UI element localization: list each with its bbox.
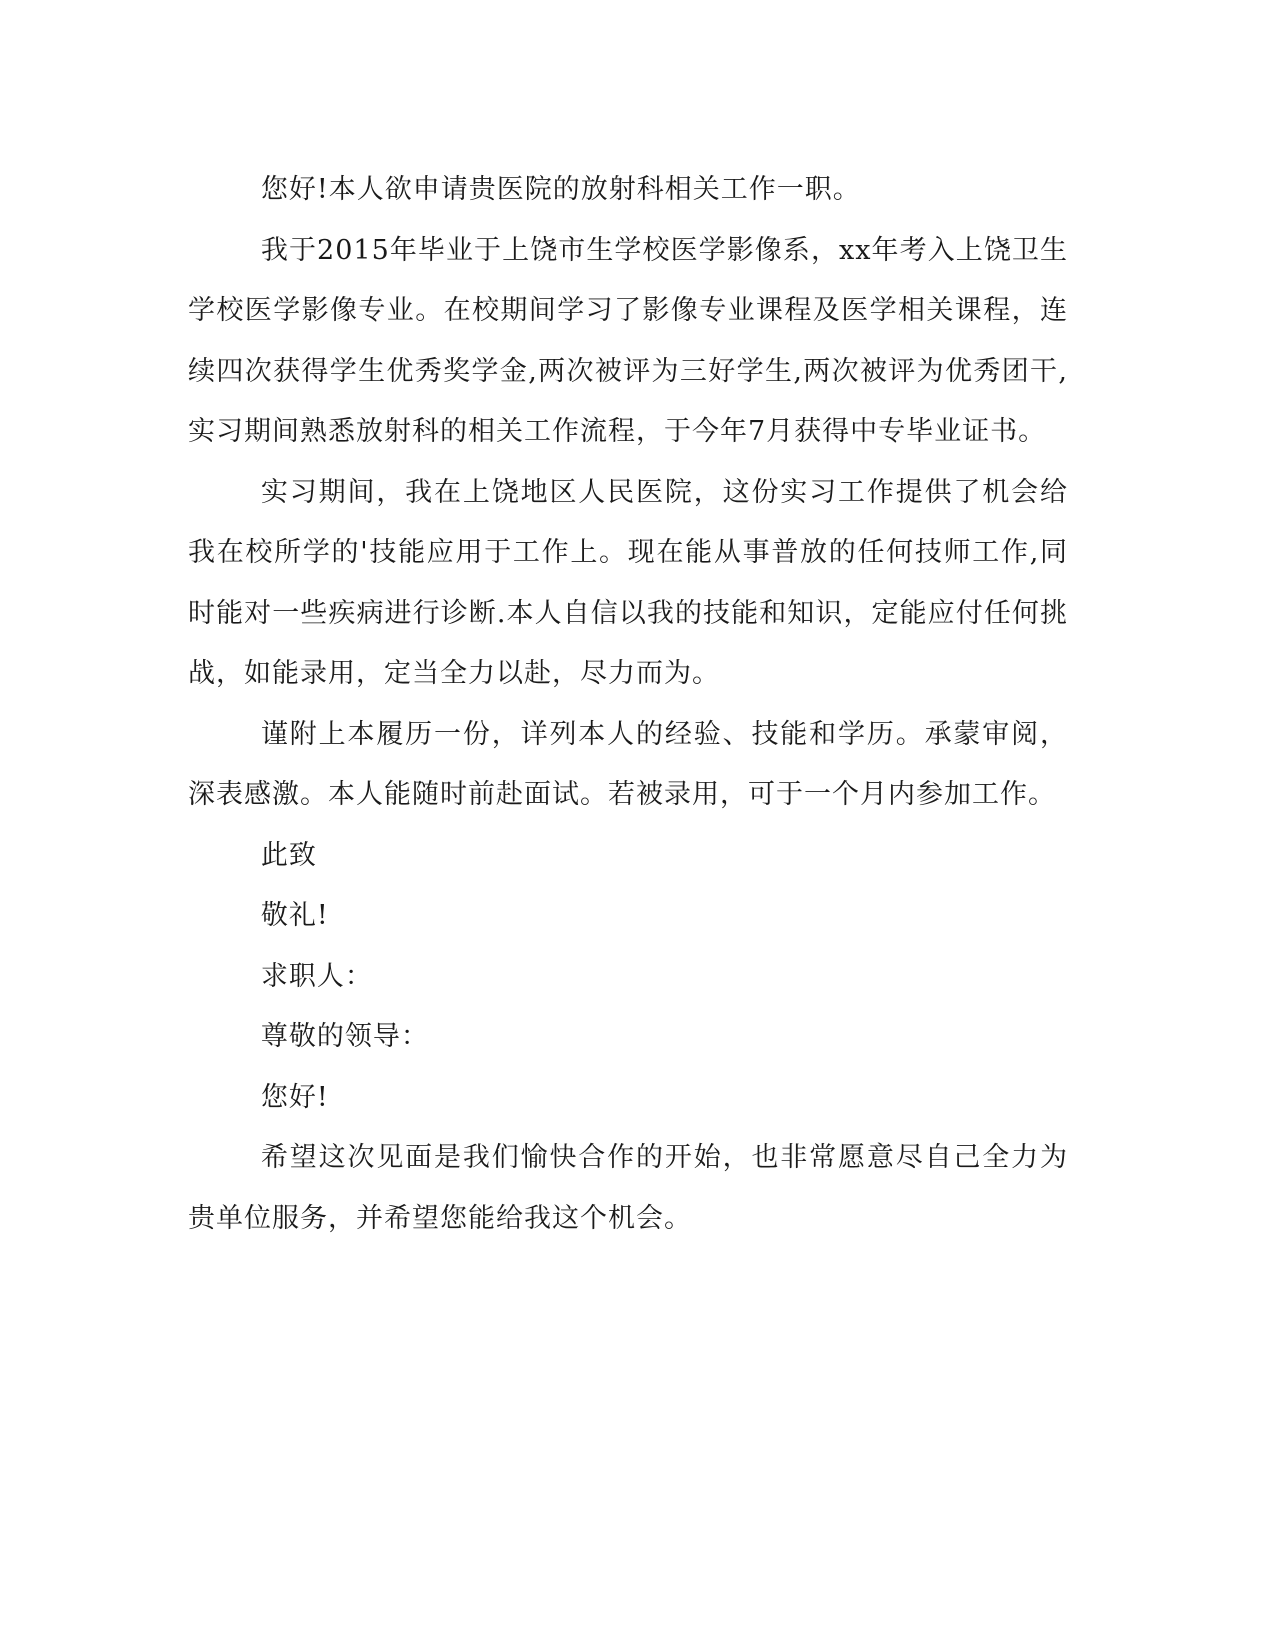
letter-body <box>188 160 1068 1249</box>
closing-cizhi: 此致 <box>260 839 317 871</box>
signature-applicant: 求职人： <box>260 960 373 992</box>
paragraph-greeting-intro: 您好!本人欲申请贵医院的放射科相关工作一职。 <box>260 174 861 205</box>
greeting-hello: 您好! <box>260 1081 329 1113</box>
paragraph-hope: 希望这次见面是我们愉快合作的开始，也非常愿意尽自己全力为贵单位服务，并希望您能给我这个机会。 <box>188 1142 1068 1234</box>
closing-jingli: 敬礼! <box>260 900 329 931</box>
paragraph-education: 我于2015年毕业于上饶市生学校医学影像系，xx年考入上饶卫生学校医学影像专业。在校期间学习了影像专业课程及医学相关课程，连续四次获得学生优秀奖学金,两次被评为三好学生,两次被评为优秀团干,实习期间熟悉放射科的相关工作流程，于今年7月获得中专毕业证书。 <box>188 234 1068 447</box>
salutation-leader: 尊敬的领导： <box>260 1021 429 1052</box>
paragraph-internship: 实习期间，我在上饶地区人民医院，这份实习工作提供了机会给我在校所学的'技能应用于工作上。现在能从事普放的任何技师工作,同时能对一些疾病进行诊断.本人自信以我的技能和知识，定能应付任何挑战，如能录用，定当全力以赴，尽力而为。 <box>188 476 1068 689</box>
paragraph-resume-attached: 谨附上本履历一份，详列本人的经验、技能和学历。承蒙审阅，深表感激。本人能随时前赴面试。若被录用，可于一个月内参加工作。 <box>188 718 1068 810</box>
